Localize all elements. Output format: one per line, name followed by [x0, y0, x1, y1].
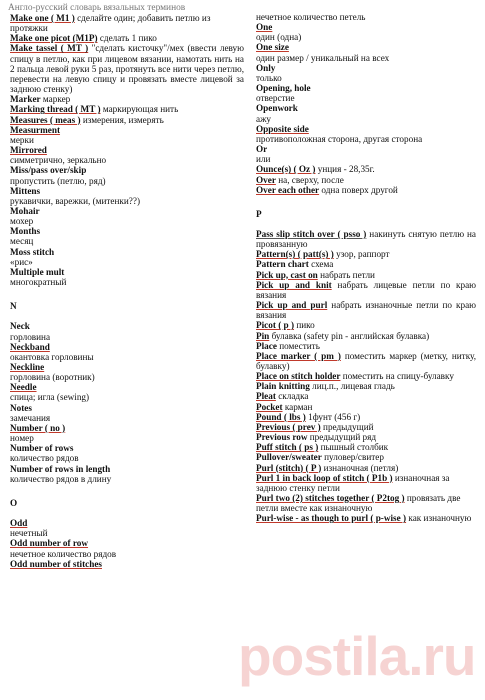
entry-term: Purl 1 in back loop of stitch ( P1b )	[256, 472, 393, 483]
entry-term: Place on stitch holder	[256, 371, 341, 382]
entry-term: Only	[256, 62, 276, 73]
entry-definition: на, сверху, после	[275, 174, 344, 185]
entry-definition: унция - 28,35г.	[315, 164, 375, 175]
dictionary-entry	[256, 63, 476, 73]
entry-definition: складка	[275, 391, 309, 402]
dictionary-entry	[10, 145, 244, 155]
right-column	[256, 12, 476, 524]
entry-term: Make one picot (M1P)	[10, 33, 98, 44]
dictionary-entry	[10, 267, 244, 277]
entry-translation: симметрично, зеркально	[10, 155, 107, 166]
entry-translation: месяц	[10, 236, 34, 247]
dictionary-entry	[10, 33, 244, 43]
entry-term: Multiple mult	[10, 266, 65, 277]
entry-translation: мохер	[10, 216, 34, 227]
entry-translation: горловина	[10, 331, 51, 342]
dictionary-entry	[10, 94, 244, 104]
entry-term: Over each other	[256, 184, 320, 195]
spacer	[10, 484, 244, 498]
entry-definition: маркер	[40, 94, 71, 105]
dictionary-entry	[10, 206, 244, 216]
dictionary-entry	[10, 443, 244, 453]
entry-term: Mittens	[10, 185, 41, 196]
dictionary-entry	[256, 422, 476, 432]
entry-translation: один размер / уникальный на всех	[256, 52, 390, 63]
dictionary-entry	[256, 42, 476, 52]
entry-term: Pocket	[256, 401, 283, 412]
entry-translation: количество рядов	[10, 453, 79, 464]
entry-term: Measurment	[10, 124, 61, 135]
section-letter: O	[10, 497, 18, 508]
entry-definition: набрать изнаночные петли по краю вязания	[256, 300, 477, 321]
entry-definition: набрать петли	[317, 269, 375, 280]
dictionary-entry	[256, 259, 476, 269]
dictionary-entry	[10, 403, 244, 413]
dictionary-entry	[256, 175, 476, 185]
dictionary-entry	[10, 226, 244, 236]
entry-term: Picot ( p )	[256, 320, 295, 331]
entry-translation: рукавички, варежки, (митенки??)	[10, 195, 141, 206]
entry-definition: изнаночная (петля)	[321, 462, 399, 473]
entry-term: Neckline	[10, 362, 45, 372]
spacer	[256, 219, 476, 229]
dictionary-entry	[256, 351, 476, 371]
entry-term: Place	[256, 340, 277, 351]
entry-term: Neck	[10, 321, 30, 332]
entry-term: One size	[256, 42, 289, 53]
spacer	[10, 311, 244, 321]
dictionary-entry	[256, 103, 476, 113]
entry-term: Ounce(s) ( Oz )	[256, 164, 316, 175]
entry-term: Purl two (2) stitches together ( P2tog )	[256, 493, 405, 504]
entry-term: Purl-wise - as though to purl ( p-wise )	[256, 513, 407, 524]
entry-term: Pin	[256, 330, 270, 341]
entry-translation: нечетное количество петель	[256, 12, 366, 22]
entry-translation: номер	[10, 433, 34, 444]
dictionary-entry	[10, 464, 244, 474]
entry-translation: «рис»	[10, 256, 33, 267]
entry-definition: поместить	[276, 340, 320, 351]
entry-term: Plain knitting	[256, 381, 310, 392]
dictionary-entry	[10, 321, 244, 331]
entry-definition: предыдущий	[320, 421, 374, 432]
dictionary-entry	[10, 362, 244, 372]
dictionary-entry	[256, 381, 476, 391]
section-letter: P	[256, 208, 262, 219]
entry-definition: схема	[308, 259, 334, 270]
dictionary-entry	[256, 22, 476, 32]
entry-definition: 1фунт (456 г)	[305, 411, 361, 422]
entry-term: Place marker ( pm )	[256, 350, 341, 361]
entry-term: Number of rows in length	[10, 463, 111, 474]
entry-term: Pick up, cast on	[256, 269, 318, 280]
entry-definition: накинуть снятую петлю на провязанную	[256, 228, 476, 250]
entry-term: Mirrored	[10, 145, 47, 156]
spacer	[10, 508, 244, 518]
entry-translation: один (одна)	[256, 32, 302, 43]
section-letter: N	[10, 301, 17, 312]
entry-term: Previous ( prev )	[256, 421, 321, 432]
entry-definition: пышный столбик	[318, 442, 389, 453]
entry-term: Odd	[10, 518, 28, 529]
entry-definition: узор, раппорт	[333, 249, 390, 260]
dictionary-entry	[256, 463, 476, 473]
entry-term: Odd number of stitches	[10, 558, 102, 569]
entry-term: Pick up and purl	[256, 300, 328, 311]
dictionary-entry	[10, 559, 244, 569]
entry-term: Opening, hole	[256, 83, 311, 94]
dictionary-entry	[256, 164, 476, 174]
entry-term: Marker	[10, 94, 41, 105]
entry-definition: "сделать кисточку"/мех (ввести левую спицу в петлю, как при лицевом вязании, намотать нить на 2 пальца левой руки 5 раз, протянуть все нити через петлю, перевести на левую спицу и провязать вместе лицевой за заднюю стенку)	[10, 43, 245, 95]
dictionary-entry	[256, 402, 476, 412]
entry-definition: как изнаночную	[406, 513, 472, 524]
dictionary-entry	[256, 432, 476, 442]
entry-translation: горловина (воротник)	[10, 372, 95, 383]
entry-definition: предыдущий ряд	[307, 432, 377, 443]
dictionary-entry	[256, 341, 476, 351]
entry-term: Make one ( M1 )	[10, 13, 75, 23]
entry-translation: замечания	[10, 412, 51, 423]
dictionary-entry	[10, 13, 244, 33]
entry-term: Pullover/sweater	[256, 452, 322, 463]
entry-definition: поместить маркер (метку, нитку, булавку)	[256, 350, 476, 371]
entry-translation: противоположная сторона, другая сторона	[256, 133, 423, 144]
entry-translation: многократный	[10, 277, 67, 288]
entry-term: Pass slip stitch over ( psso )	[256, 228, 367, 239]
entry-term: Or	[256, 144, 268, 155]
watermark-logo: postila.ru	[238, 625, 476, 687]
dictionary-entry	[256, 280, 476, 300]
entry-term: Needle	[10, 382, 37, 393]
spacer	[256, 195, 476, 209]
entry-term: Openwork	[256, 103, 298, 114]
entry-translation: пропустить (петлю, ряд)	[10, 175, 106, 186]
entry-definition: набрать лицевые петли по краю вязания	[256, 279, 477, 300]
entry-translation: отверстие	[256, 93, 295, 104]
dictionary-entry	[10, 538, 244, 548]
entry-translation: ажу	[256, 113, 272, 124]
dictionary-entry	[256, 442, 476, 452]
entry-term: Pick up and knit	[256, 279, 332, 290]
entry-definition: провязать две петли вместе как изнаночную	[256, 493, 461, 514]
entry-term: Marking thread ( MT )	[10, 104, 101, 115]
entry-term: Number ( no )	[10, 422, 66, 433]
dictionary-entry	[256, 249, 476, 259]
entry-translation: только	[256, 72, 282, 83]
entry-translation: или	[256, 154, 271, 165]
entry-term: Purl (stitch) ( P )	[256, 462, 322, 473]
dictionary-entry	[256, 320, 476, 330]
dictionary-entry	[256, 391, 476, 401]
entry-term: Opposite side	[256, 123, 309, 134]
entry-translation: нечетный	[10, 528, 48, 539]
dictionary-entry	[10, 104, 244, 114]
entry-term: Over	[256, 174, 276, 185]
dictionary-entry	[256, 185, 476, 195]
entry-definition: пико	[294, 320, 315, 331]
dictionary-entry	[256, 452, 476, 462]
entry-definition: сделайте один; добавить петлю из протяжки	[10, 13, 211, 34]
entry-definition: поместить на спицу-булавку	[340, 371, 454, 382]
dictionary-entry	[256, 473, 476, 493]
entry-term: Notes	[10, 402, 32, 413]
entry-term: Measures ( meas )	[10, 114, 81, 125]
entry-definition: пуловер/свитер	[321, 452, 384, 463]
entry-term: Puff stitch ( ps )	[256, 442, 319, 453]
dictionary-entry	[256, 144, 476, 154]
spacer	[10, 287, 244, 301]
page-title: Англо-русский словарь вязальных терминов	[8, 3, 186, 13]
dictionary-entry	[10, 247, 244, 257]
dictionary-entry	[256, 371, 476, 381]
dictionary-entry	[256, 83, 476, 93]
entry-term: Miss/pass over/skip	[10, 165, 87, 176]
dictionary-entry	[256, 124, 476, 134]
left-column	[10, 13, 244, 569]
dictionary-entry	[10, 342, 244, 352]
entry-term: Moss stitch	[10, 246, 55, 257]
entry-term: One	[256, 22, 273, 33]
entry-definition: лиц.п., лицевая гладь	[309, 381, 395, 392]
entry-translation: окантовка горловины	[10, 351, 94, 362]
dictionary-entry	[10, 165, 244, 175]
entry-definition: измерения, измерять	[80, 114, 164, 125]
entry-term: Make tassel ( MT )	[10, 43, 89, 54]
dictionary-entry	[256, 493, 476, 513]
dictionary-entry	[10, 115, 244, 125]
dictionary-entry	[256, 229, 476, 249]
dictionary-entry	[10, 125, 244, 135]
dictionary-entry	[10, 518, 244, 528]
entry-translation: мерки	[10, 134, 34, 145]
entry-definition: маркирующая нить	[100, 104, 179, 115]
entry-term: Odd number of row	[10, 538, 89, 549]
entry-definition: изнаночная за заднюю стенку петли	[256, 472, 450, 493]
entry-term: Pattern(s) ( patt(s) )	[256, 249, 334, 260]
entry-definition: карман	[282, 401, 313, 412]
dictionary-entry	[256, 513, 476, 523]
entry-term: Months	[10, 226, 41, 237]
entry-term: Previous row	[256, 432, 308, 443]
dictionary-entry	[10, 186, 244, 196]
entry-translation: нечетное количество рядов	[10, 548, 117, 559]
entry-term: Pleat	[256, 391, 276, 402]
entry-term: Mohair	[10, 205, 40, 216]
entry-translation: спица; игла (sewing)	[10, 392, 90, 403]
dictionary-entry	[256, 331, 476, 341]
entry-term: Number of rows	[10, 443, 74, 454]
dictionary-entry	[256, 412, 476, 422]
entry-translation: количество рядов в длину	[10, 473, 112, 484]
entry-term: Pound ( lbs )	[256, 411, 306, 422]
dictionary-entry	[10, 382, 244, 392]
dictionary-entry	[10, 423, 244, 433]
entry-definition: одна поверх другой	[319, 184, 398, 195]
entry-definition: сделать 1 пико	[97, 33, 157, 44]
dictionary-entry	[10, 43, 244, 94]
dictionary-entry	[256, 270, 476, 280]
dictionary-entry	[256, 300, 476, 320]
entry-term: Pattern chart	[256, 259, 309, 270]
entry-term: Neckband	[10, 341, 50, 352]
entry-definition: булавка (safety pin - английская булавка)	[269, 330, 430, 341]
